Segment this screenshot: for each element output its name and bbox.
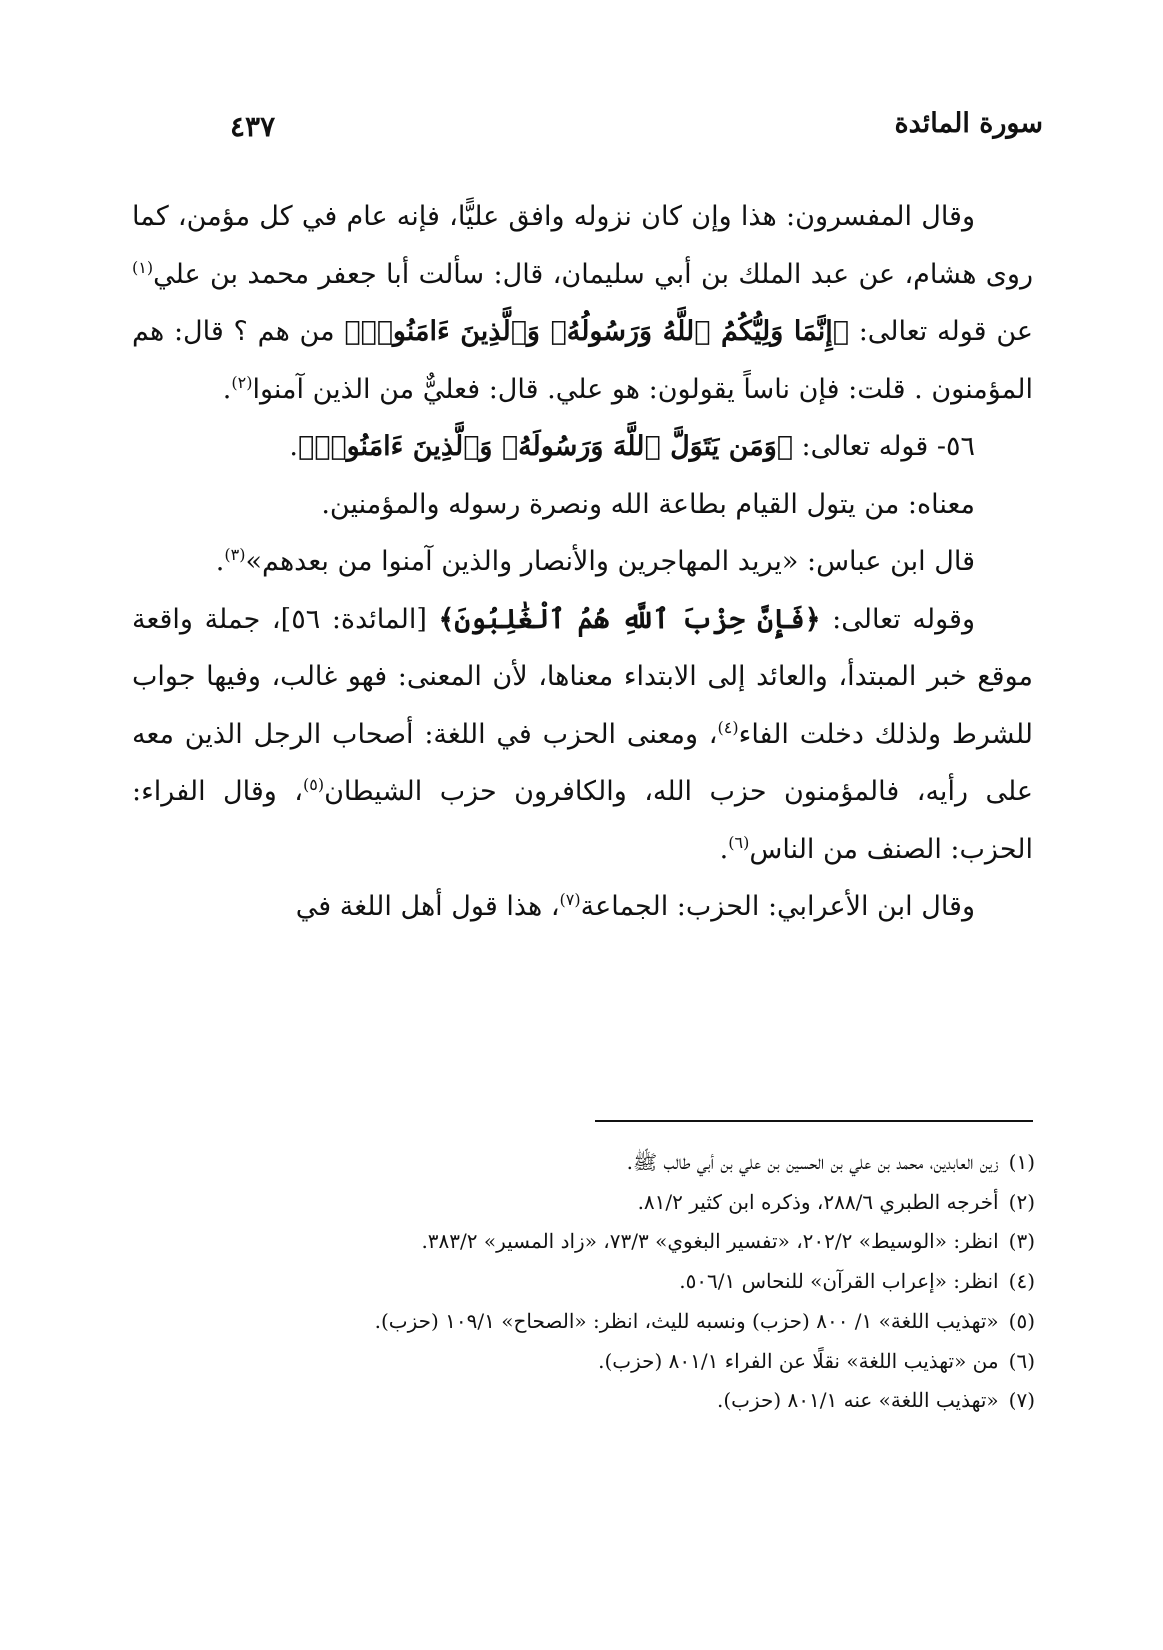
footnote-text: أخرجه الطبري ٢٨٨/٦، وذكره ابن كثير ٨١/٢. xyxy=(637,1189,999,1214)
quran-verse: ﴿إِنَّمَا وَلِيُّكُمُ ٱللَّهُ وَرَسُولُهُۥ وَٱلَّذِينَ ءَامَنُوا۟﴾ xyxy=(344,316,849,347)
surah-title: سورة المائدة xyxy=(894,108,1043,139)
footnote-ref: (٧) xyxy=(559,890,581,909)
footnote-item xyxy=(100,1143,1035,1183)
text-run: من هم ؟ قال: هم المؤمنون . قلت: فإن ناساً يقولون: هو علي. قال: فعليٌّ من الذين آمنوا xyxy=(132,316,1033,405)
text-run: . xyxy=(289,431,298,462)
paragraph xyxy=(132,533,1033,591)
footnote-text: زين العابدين، محمد بن علي بن الحسين بن علي بن أبي طالب ﷺ. xyxy=(626,1150,999,1174)
text-run: . xyxy=(215,546,225,577)
footnote-number: (٦) xyxy=(1008,1348,1035,1373)
footnote-number: (٤) xyxy=(1008,1269,1035,1294)
footnote-number: (٧) xyxy=(1008,1388,1035,1413)
footnote-item xyxy=(100,1262,1035,1302)
footnote-number: (١) xyxy=(1008,1150,1035,1174)
footnote-separator xyxy=(595,1120,1033,1122)
footnote-item xyxy=(100,1342,1035,1382)
text-run: ، ومعنى الحزب في اللغة: أصحاب الرجل الذين معه على رأيه، فالمؤمنون حزب الله، والكافرون حزب الشيطان xyxy=(132,718,1033,807)
text-run: . xyxy=(719,833,729,865)
footnote-ref: (٢) xyxy=(231,372,253,392)
page-header xyxy=(120,108,1043,152)
footnote-item xyxy=(100,1302,1035,1342)
text-run: عن قوله تعالى: xyxy=(848,316,1033,347)
footnote-text: انظر: «الوسيط» ٢٠٢/٢، «تفسير البغوي» ٧٣/٣، «زاد المسير» ٣٨٣/٢. xyxy=(421,1229,999,1254)
footnote-ref: (١) xyxy=(132,257,154,277)
footnote-text: انظر: «إعراب القرآن» للنحاس ٥٠٦/١. xyxy=(679,1269,999,1294)
text-run: قال ابن عباس: «يريد المهاجرين والأنصار والذين آمنوا من بعدهم» xyxy=(245,546,975,577)
quran-verse: ﴿فَإِنَّ حِزْبَ ٱللَّهِ هُمُ ٱلْغَٰلِبُونَ﴾ xyxy=(438,603,821,635)
text-run: وقال ابن الأعرابي: الحزب: الجماعة xyxy=(580,891,975,922)
paragraph xyxy=(132,591,1033,879)
text-run: ٥٦- قوله تعالى: xyxy=(792,431,975,462)
text-run: وقوله تعالى: xyxy=(820,603,976,635)
footnote-text: من «تهذيب اللغة» نقلًا عن الفراء ٨٠١/١ (حزب). xyxy=(598,1348,999,1373)
paragraph: معناه: من يتول القيام بطاعة الله ونصرة رسوله والمؤمنين. xyxy=(321,488,975,520)
footnote-item xyxy=(100,1222,1035,1262)
verse-heading xyxy=(132,418,1033,476)
quran-verse: ﴿وَمَن يَتَوَلَّ ٱللَّهَ وَرَسُولَهُۥ وَٱلَّذِينَ ءَامَنُوا۟﴾ xyxy=(298,431,793,462)
footnotes xyxy=(100,1143,1035,1421)
text-run: [المائدة: ٥٦]، جملة واقعة موقع خبر المبتدأ، والعائد إلى الابتداء معناها، لأن المعنى: فهو غالب، وفيها جواب للشرط ولذلك دخلت الفاء xyxy=(132,603,1033,750)
footnote-text: «تهذيب اللغة» عنه ٨٠١/١ (حزب). xyxy=(716,1388,999,1413)
footnote-number: (٢) xyxy=(1008,1189,1035,1214)
footnote-ref: (٤) xyxy=(717,717,739,737)
text-run: ، هذا قول أهل اللغة في xyxy=(295,891,560,922)
footnote-ref: (٥) xyxy=(303,775,325,794)
main-text xyxy=(132,188,1033,936)
footnote-item xyxy=(100,1381,1035,1421)
footnote-ref: (٦) xyxy=(728,832,750,852)
text-run: ، وقال الفراء: الحزب: الصنف من الناس xyxy=(132,776,1033,865)
footnote-number: (٥) xyxy=(1008,1308,1035,1333)
footnote-ref: (٣) xyxy=(224,545,246,564)
footnote-number: (٣) xyxy=(1008,1229,1035,1254)
page-number: ٤٣٧ xyxy=(230,110,276,143)
text-run: وقال المفسرون: هذا وإن كان نزوله وافق عليًّا، فإنه عام في كل مؤمن، كما روى هشام، عن عبد الملك بن أبي سليمان، قال: سألت أبا جعفر محمد بن علي xyxy=(132,201,1033,290)
footnote-text: «تهذيب اللغة» ١/ ٨٠٠ (حزب) ونسبه لليث، انظر: «الصحاح» ١٠٩/١ (حزب). xyxy=(374,1308,999,1333)
paragraph xyxy=(132,878,1033,936)
text-run: . xyxy=(222,373,232,405)
paragraph xyxy=(132,188,1033,418)
footnote-item xyxy=(100,1183,1035,1223)
